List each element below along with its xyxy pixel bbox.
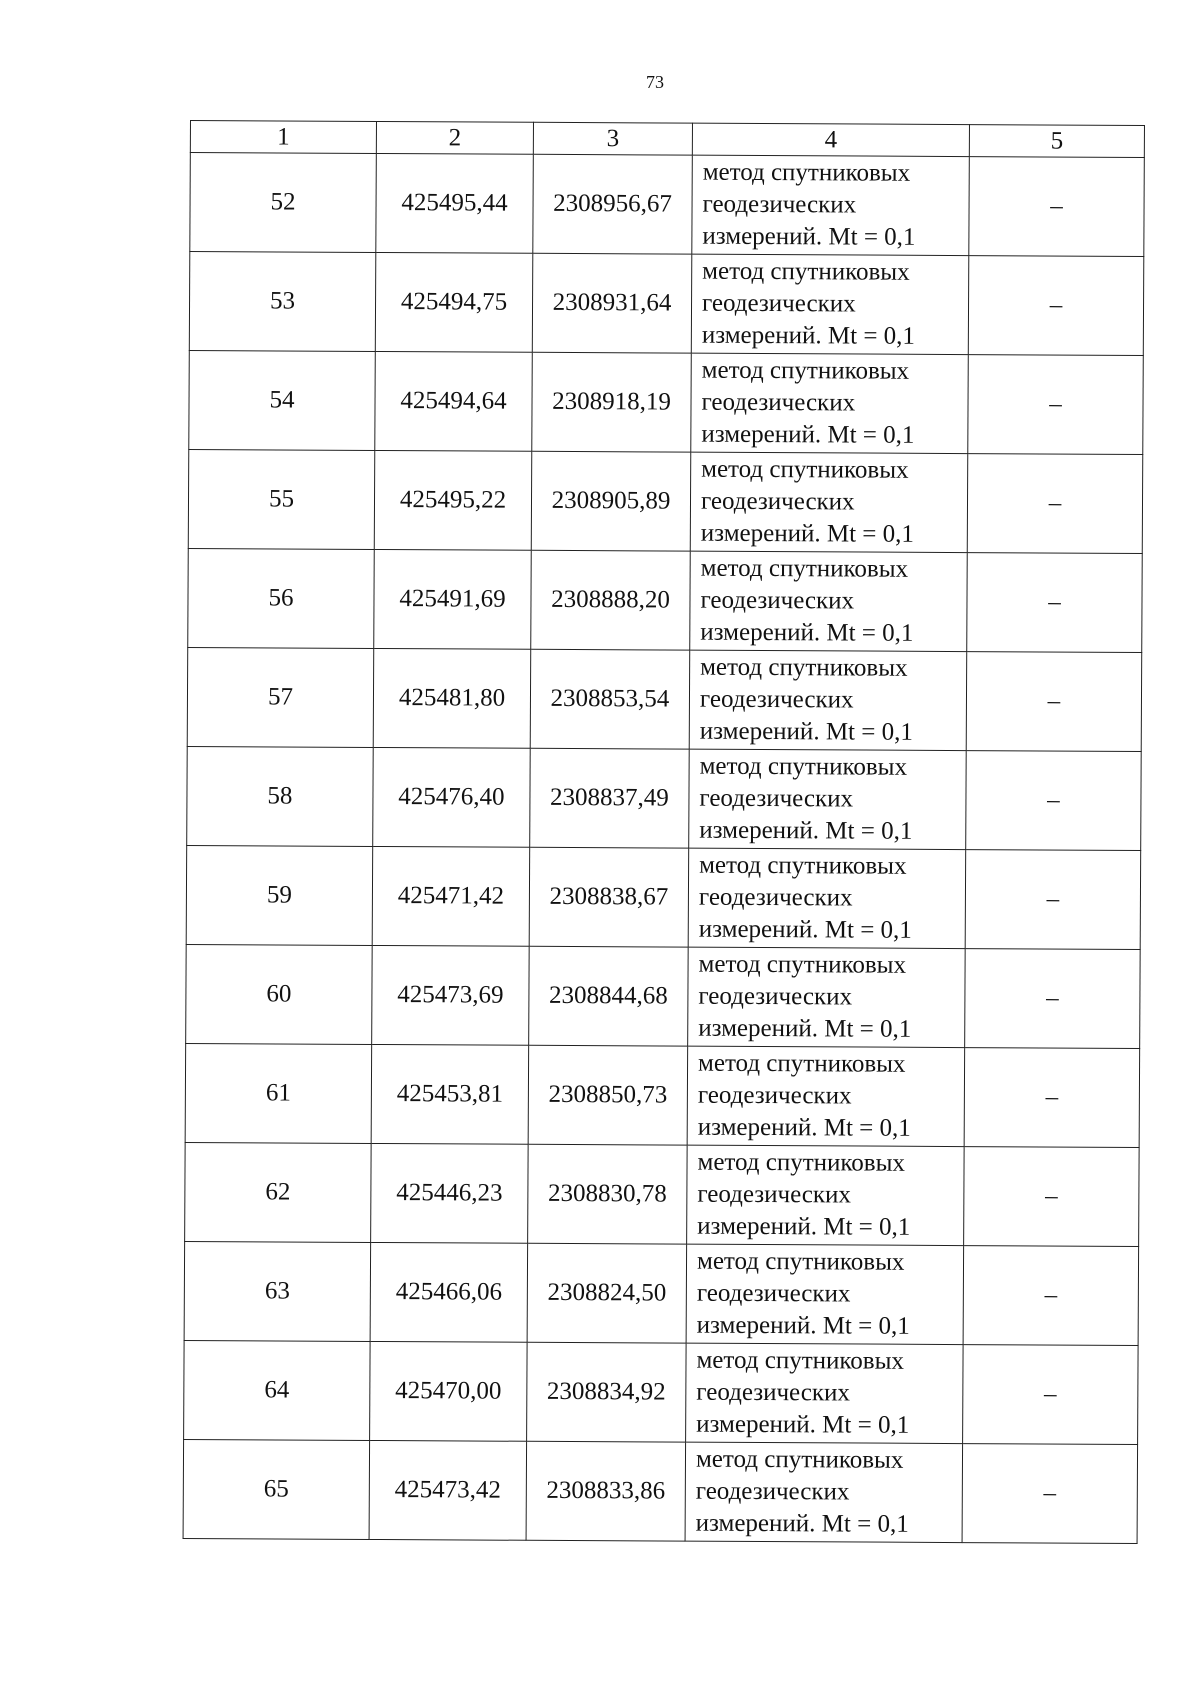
method-line: геодезических [702, 190, 857, 219]
note-cell: – [964, 1048, 1140, 1148]
y-coordinate-cell: 2308837,49 [530, 748, 690, 848]
method-cell [692, 155, 970, 255]
method-line: метод спутниковых [695, 1445, 904, 1474]
note-cell: – [967, 553, 1143, 653]
point-number-cell: 58 [187, 746, 374, 846]
y-coordinate-cell: 2308850,73 [528, 1045, 688, 1145]
method-line: геодезических [697, 1180, 852, 1209]
method-cell [685, 1442, 963, 1542]
header-col-5: 5 [969, 125, 1144, 158]
coordinates-table [183, 120, 1145, 1544]
y-coordinate-cell: 2308918,19 [532, 352, 692, 452]
note-cell: – [962, 1444, 1138, 1544]
point-number-cell: 64 [184, 1340, 371, 1440]
point-number-cell: 56 [188, 548, 375, 648]
header-col-3: 3 [533, 122, 692, 155]
note-cell: – [967, 454, 1143, 554]
method-cell [686, 1343, 964, 1443]
point-number-cell: 62 [185, 1142, 372, 1242]
y-coordinate-cell: 2308956,67 [533, 154, 693, 254]
note-cell: – [963, 1345, 1139, 1445]
method-cell [687, 1046, 965, 1146]
method-line: измерений. Mt = 0,1 [702, 222, 916, 251]
method-line: измерений. Mt = 0,1 [699, 717, 913, 746]
point-number-cell: 57 [187, 647, 374, 747]
table-row [188, 449, 1143, 553]
note-cell: – [965, 949, 1141, 1049]
method-cell [686, 1244, 964, 1344]
y-coordinate-cell: 2308824,50 [527, 1243, 687, 1343]
method-line: метод спутниковых [700, 653, 908, 682]
method-cell [688, 848, 966, 948]
method-line: измерений. Mt = 0,1 [697, 1113, 911, 1142]
x-coordinate-cell: 425446,23 [371, 1143, 529, 1243]
y-coordinate-cell: 2308838,67 [529, 847, 689, 947]
method-line: метод спутниковых [696, 1247, 905, 1276]
table-row [185, 1043, 1140, 1147]
x-coordinate-cell: 425466,06 [370, 1242, 528, 1342]
header-col-2: 2 [376, 121, 533, 154]
y-coordinate-cell: 2308905,89 [531, 451, 691, 551]
method-line: измерений. Mt = 0,1 [701, 420, 915, 449]
method-cell [687, 1145, 965, 1245]
method-line: геодезических [698, 982, 853, 1011]
point-number-cell: 63 [184, 1241, 371, 1341]
method-line: измерений. Mt = 0,1 [698, 1014, 912, 1043]
y-coordinate-cell: 2308931,64 [532, 253, 692, 353]
method-cell [690, 551, 968, 651]
note-cell: – [968, 355, 1144, 455]
method-line: метод спутниковых [701, 455, 909, 484]
method-line: измерений. Mt = 0,1 [697, 1212, 911, 1241]
method-line: метод спутниковых [697, 1049, 906, 1078]
note-cell: – [969, 157, 1145, 257]
method-line: измерений. Mt = 0,1 [696, 1410, 910, 1439]
point-number-cell: 53 [189, 252, 376, 352]
x-coordinate-cell: 425473,69 [372, 945, 530, 1045]
method-line: метод спутниковых [699, 752, 908, 781]
point-number-cell: 59 [186, 845, 373, 945]
method-line: метод спутниковых [702, 158, 911, 187]
method-line: измерений. Mt = 0,1 [698, 915, 912, 944]
method-line: измерений. Mt = 0,1 [699, 816, 913, 845]
method-line: метод спутниковых [701, 356, 910, 385]
x-coordinate-cell: 425495,22 [374, 450, 532, 550]
table-row [189, 252, 1144, 356]
method-line: измерений. Mt = 0,1 [696, 1311, 910, 1340]
method-cell [690, 452, 968, 552]
note-cell: – [964, 1147, 1140, 1247]
method-line: геодезических [699, 685, 854, 714]
method-line: измерений. Mt = 0,1 [701, 321, 916, 350]
point-number-cell: 54 [189, 350, 376, 450]
method-line: геодезических [698, 883, 853, 912]
method-line: метод спутниковых [702, 257, 910, 286]
method-line: геодезических [701, 289, 856, 318]
table-row [190, 153, 1145, 257]
table-body [183, 153, 1144, 1544]
x-coordinate-cell: 425473,42 [369, 1440, 527, 1540]
note-cell: – [966, 751, 1142, 851]
method-line: геодезических [696, 1279, 851, 1308]
table-row [184, 1340, 1139, 1444]
method-line: геодезических [697, 1081, 852, 1110]
table-row [187, 647, 1142, 751]
method-line: метод спутниковых [700, 554, 909, 583]
point-number-cell: 61 [185, 1043, 372, 1143]
table-row [186, 944, 1141, 1048]
note-cell: – [966, 652, 1142, 752]
x-coordinate-cell: 425491,69 [374, 549, 532, 649]
x-coordinate-cell: 425471,42 [372, 846, 530, 946]
x-coordinate-cell: 425495,44 [376, 153, 534, 253]
method-line: метод спутниковых [697, 1148, 906, 1177]
note-cell: – [965, 850, 1141, 950]
method-line: геодезических [701, 388, 856, 417]
method-line: геодезических [696, 1378, 851, 1407]
y-coordinate-cell: 2308853,54 [530, 649, 690, 749]
method-line: измерений. Mt = 0,1 [695, 1509, 909, 1538]
table-row [186, 845, 1141, 949]
x-coordinate-cell: 425470,00 [370, 1341, 528, 1441]
point-number-cell: 60 [186, 944, 373, 1044]
method-line: метод спутниковых [696, 1346, 904, 1375]
table-row [185, 1142, 1140, 1246]
method-line: геодезических [700, 487, 855, 516]
y-coordinate-cell: 2308844,68 [529, 946, 689, 1046]
method-line: геодезических [700, 586, 855, 615]
table-row [187, 746, 1142, 850]
page-number: 73 [646, 72, 664, 92]
point-number-cell: 55 [188, 449, 375, 549]
point-number-cell: 52 [190, 153, 377, 253]
method-line: измерений. Mt = 0,1 [700, 519, 914, 548]
method-cell [691, 254, 969, 354]
method-line: измерений. Mt = 0,1 [700, 618, 914, 647]
table-header-row [190, 121, 1144, 158]
method-cell [689, 749, 967, 849]
method-line: геодезических [695, 1477, 850, 1506]
method-cell [688, 947, 966, 1047]
table-row [189, 350, 1144, 454]
method-line: метод спутниковых [698, 950, 907, 979]
y-coordinate-cell: 2308834,92 [527, 1342, 687, 1442]
method-line: метод спутниковых [699, 851, 907, 880]
x-coordinate-cell: 425494,64 [375, 351, 533, 451]
x-coordinate-cell: 425476,40 [373, 747, 531, 847]
x-coordinate-cell: 425481,80 [373, 648, 531, 748]
note-cell: – [963, 1246, 1139, 1346]
x-coordinate-cell: 425494,75 [375, 252, 533, 352]
table-row [184, 1241, 1139, 1345]
y-coordinate-cell: 2308888,20 [531, 550, 691, 650]
y-coordinate-cell: 2308833,86 [526, 1441, 686, 1541]
method-cell [689, 650, 967, 750]
note-cell: – [968, 256, 1144, 356]
x-coordinate-cell: 425453,81 [371, 1044, 529, 1144]
method-line: геодезических [699, 784, 854, 813]
y-coordinate-cell: 2308830,78 [528, 1144, 688, 1244]
point-number-cell: 65 [183, 1439, 370, 1539]
method-cell [691, 353, 969, 453]
header-col-4: 4 [692, 123, 969, 156]
table-row [183, 1439, 1138, 1543]
table-row [188, 548, 1143, 652]
header-col-1: 1 [190, 121, 376, 154]
